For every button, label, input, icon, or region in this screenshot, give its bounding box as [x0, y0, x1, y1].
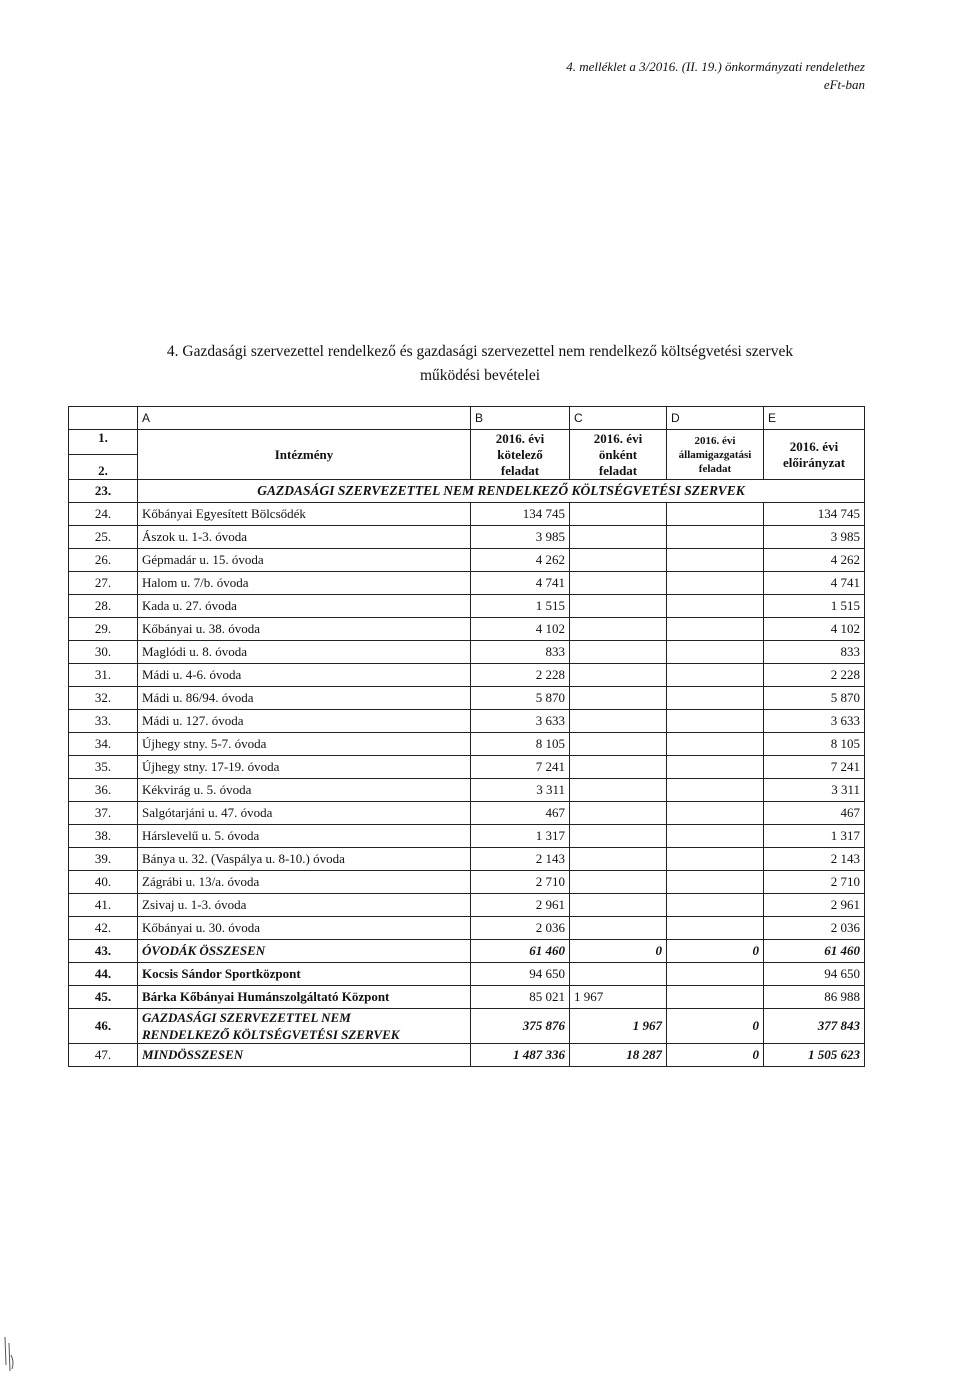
table-row — [69, 503, 865, 526]
value-b: 467 — [471, 802, 570, 825]
row-name: ÓVODÁK ÖSSZESEN — [138, 940, 471, 963]
row-num: 34. — [69, 733, 138, 756]
value-e: 3 311 — [764, 779, 865, 802]
value-e: 4 102 — [764, 618, 865, 641]
value-b: 94 650 — [471, 963, 570, 986]
value-b: 1 317 — [471, 825, 570, 848]
row-name: Kőbányai u. 38. óvoda — [138, 618, 471, 641]
value-c — [570, 595, 667, 618]
header-col-d — [667, 430, 764, 480]
table-row — [69, 825, 865, 848]
table-row — [69, 779, 865, 802]
table-row — [69, 710, 865, 733]
annex-note — [566, 58, 865, 94]
column-letter-c: C — [570, 407, 667, 430]
value-e: 2 143 — [764, 848, 865, 871]
row-num: 36. — [69, 779, 138, 802]
row-num: 40. — [69, 871, 138, 894]
row-num: 33. — [69, 710, 138, 733]
column-letter-e: E — [764, 407, 865, 430]
value-b: 2 961 — [471, 894, 570, 917]
value-d — [667, 710, 764, 733]
table-row — [69, 687, 865, 710]
table-row — [69, 549, 865, 572]
value-c — [570, 664, 667, 687]
section-title: GAZDASÁGI SZERVEZETTEL NEM RENDELKEZŐ KÖLTSÉGVETÉSI SZERVEK — [138, 480, 865, 503]
table-row — [69, 871, 865, 894]
row-num: 27. — [69, 572, 138, 595]
header-col-e — [764, 430, 865, 480]
value-d — [667, 572, 764, 595]
row-name-line-1: GAZDASÁGI SZERVEZETTEL NEM — [142, 1010, 351, 1025]
value-b: 2 036 — [471, 917, 570, 940]
section-num: 23. — [69, 480, 138, 503]
row-name: Kékvirág u. 5. óvoda — [138, 779, 471, 802]
column-letter-d: D — [667, 407, 764, 430]
value-e: 3 985 — [764, 526, 865, 549]
table-row — [69, 756, 865, 779]
value-c — [570, 641, 667, 664]
row-name: Zágrábi u. 13/a. óvoda — [138, 871, 471, 894]
value-e: 5 870 — [764, 687, 865, 710]
value-d — [667, 733, 764, 756]
header-col-c — [570, 430, 667, 480]
total-row-section — [69, 1009, 865, 1044]
table-row — [69, 848, 865, 871]
value-e: 61 460 — [764, 940, 865, 963]
row-name: Maglódi u. 8. óvoda — [138, 641, 471, 664]
value-d — [667, 618, 764, 641]
value-d — [667, 549, 764, 572]
value-b: 134 745 — [471, 503, 570, 526]
row-name: Gépmadár u. 15. óvoda — [138, 549, 471, 572]
row-num: 32. — [69, 687, 138, 710]
table-row — [69, 572, 865, 595]
value-b: 3 633 — [471, 710, 570, 733]
value-c — [570, 848, 667, 871]
value-e: 86 988 — [764, 986, 865, 1009]
currency-unit: eFt-ban — [823, 77, 865, 92]
row-name-line-2: RENDELKEZŐ KÖLTSÉGVETÉSI SZERVEK — [142, 1027, 400, 1042]
value-b: 2 143 — [471, 848, 570, 871]
value-d — [667, 986, 764, 1009]
header-c-type: önként — [598, 446, 638, 462]
value-d — [667, 526, 764, 549]
title-line-1: 4. Gazdasági szervezettel rendelkező és gazdasági szervezettel nem rendelkező költségvetési szervek — [166, 343, 794, 360]
row-name: Kocsis Sándor Sportközpont — [138, 963, 471, 986]
value-b: 7 241 — [471, 756, 570, 779]
header-d-feladat: feladat — [698, 462, 732, 475]
value-d — [667, 802, 764, 825]
value-e: 2 961 — [764, 894, 865, 917]
value-b: 3 311 — [471, 779, 570, 802]
value-d — [667, 848, 764, 871]
value-c — [570, 917, 667, 940]
row-name: Bánya u. 32. (Vaspálya u. 8-10.) óvoda — [138, 848, 471, 871]
value-e: 8 105 — [764, 733, 865, 756]
table-row — [69, 894, 865, 917]
row-num: 42. — [69, 917, 138, 940]
row-name: Kőbányai u. 30. óvoda — [138, 917, 471, 940]
row-name: Újhegy stny. 17-19. óvoda — [138, 756, 471, 779]
row-num: 43. — [69, 940, 138, 963]
row-name: Hárslevelű u. 5. óvoda — [138, 825, 471, 848]
value-e: 2 710 — [764, 871, 865, 894]
row-num: 46. — [69, 1009, 138, 1044]
value-c: 0 — [570, 940, 667, 963]
value-c — [570, 802, 667, 825]
value-b: 833 — [471, 641, 570, 664]
row-num: 47. — [69, 1044, 138, 1067]
row-num: 41. — [69, 894, 138, 917]
table-row — [69, 595, 865, 618]
value-d — [667, 871, 764, 894]
value-b: 5 870 — [471, 687, 570, 710]
value-d — [667, 595, 764, 618]
header-c-year: 2016. évi — [593, 430, 643, 446]
total-row-ovodak — [69, 940, 865, 963]
row-name — [138, 1009, 471, 1044]
header-col-b — [471, 430, 570, 480]
row-barka — [69, 986, 865, 1009]
column-letter-b: B — [471, 407, 570, 430]
header-b-feladat: feladat — [500, 462, 540, 478]
value-c — [570, 618, 667, 641]
header-row — [69, 430, 865, 480]
value-e: 467 — [764, 802, 865, 825]
table-row — [69, 917, 865, 940]
row-name: Újhegy stny. 5-7. óvoda — [138, 733, 471, 756]
header-intezmeny: Intézmény — [138, 430, 471, 480]
row-num: 38. — [69, 825, 138, 848]
value-c — [570, 779, 667, 802]
header-b-type: kötelező — [497, 446, 543, 462]
value-d: 0 — [667, 940, 764, 963]
value-b: 85 021 — [471, 986, 570, 1009]
row-name: Mádi u. 127. óvoda — [138, 710, 471, 733]
value-e: 134 745 — [764, 503, 865, 526]
value-d — [667, 917, 764, 940]
value-e: 7 241 — [764, 756, 865, 779]
header-row-2: 2. — [69, 454, 137, 479]
grand-total-row — [69, 1044, 865, 1067]
value-d — [667, 963, 764, 986]
value-c — [570, 503, 667, 526]
value-e: 94 650 — [764, 963, 865, 986]
value-e: 2 228 — [764, 664, 865, 687]
value-e: 377 843 — [764, 1009, 865, 1044]
header-d-year: 2016. évi — [694, 434, 736, 447]
row-num: 25. — [69, 526, 138, 549]
row-num: 29. — [69, 618, 138, 641]
value-d — [667, 664, 764, 687]
header-row-numbers — [69, 430, 138, 480]
value-b: 4 262 — [471, 549, 570, 572]
table-row — [69, 664, 865, 687]
row-name: Kada u. 27. óvoda — [138, 595, 471, 618]
value-d — [667, 894, 764, 917]
row-name: Mádi u. 86/94. óvoda — [138, 687, 471, 710]
row-num: 28. — [69, 595, 138, 618]
value-d: 0 — [667, 1044, 764, 1067]
value-c — [570, 526, 667, 549]
row-num: 45. — [69, 986, 138, 1009]
value-b: 61 460 — [471, 940, 570, 963]
budget-table — [68, 406, 865, 1067]
value-e: 1 317 — [764, 825, 865, 848]
value-d — [667, 756, 764, 779]
value-e: 4 741 — [764, 572, 865, 595]
row-name: Mádi u. 4-6. óvoda — [138, 664, 471, 687]
header-d-type: államigazgatási — [678, 448, 752, 461]
value-e: 3 633 — [764, 710, 865, 733]
value-b: 4 102 — [471, 618, 570, 641]
section-row — [69, 480, 865, 503]
value-d — [667, 779, 764, 802]
document-title — [0, 340, 960, 388]
table-row — [69, 526, 865, 549]
institution-rows — [69, 503, 865, 940]
value-c — [570, 710, 667, 733]
header-e-year: 2016. évi — [789, 438, 839, 454]
row-name: Ászok u. 1-3. óvoda — [138, 526, 471, 549]
value-d — [667, 641, 764, 664]
column-letter-row — [69, 407, 865, 430]
row-name: Salgótarjáni u. 47. óvoda — [138, 802, 471, 825]
header-c-feladat: feladat — [598, 462, 638, 478]
value-d: 0 — [667, 1009, 764, 1044]
value-d — [667, 687, 764, 710]
value-e: 2 036 — [764, 917, 865, 940]
value-c — [570, 733, 667, 756]
value-b: 2 710 — [471, 871, 570, 894]
value-c — [570, 871, 667, 894]
value-c — [570, 963, 667, 986]
title-line-2: működési bevételei — [419, 367, 541, 384]
value-e: 833 — [764, 641, 865, 664]
row-sportkozpont — [69, 963, 865, 986]
row-name: Bárka Kőbányai Humánszolgáltató Központ — [138, 986, 471, 1009]
annex-reference: 4. melléklet a 3/2016. (II. 19.) önkormányzati rendelethez — [566, 59, 865, 74]
row-num: 37. — [69, 802, 138, 825]
value-c: 1 967 — [570, 986, 667, 1009]
table-row — [69, 733, 865, 756]
value-c — [570, 756, 667, 779]
table-row — [69, 618, 865, 641]
column-letter-a: A — [138, 407, 471, 430]
row-num: 39. — [69, 848, 138, 871]
header-e-type: előirányzat — [782, 454, 846, 470]
value-c: 1 967 — [570, 1009, 667, 1044]
corner-cell — [69, 407, 138, 430]
table-row — [69, 641, 865, 664]
value-c: 18 287 — [570, 1044, 667, 1067]
value-b: 1 515 — [471, 595, 570, 618]
value-e: 1 515 — [764, 595, 865, 618]
row-name: Halom u. 7/b. óvoda — [138, 572, 471, 595]
value-b: 4 741 — [471, 572, 570, 595]
value-b: 3 985 — [471, 526, 570, 549]
value-b: 8 105 — [471, 733, 570, 756]
value-b: 2 228 — [471, 664, 570, 687]
value-b: 1 487 336 — [471, 1044, 570, 1067]
value-e: 4 262 — [764, 549, 865, 572]
row-name: Kőbányai Egyesített Bölcsődék — [138, 503, 471, 526]
row-num: 44. — [69, 963, 138, 986]
value-c — [570, 825, 667, 848]
margin-scribble — [2, 1335, 16, 1375]
value-d — [667, 825, 764, 848]
value-c — [570, 549, 667, 572]
row-num: 31. — [69, 664, 138, 687]
header-row-1: 1. — [98, 430, 108, 445]
row-num: 35. — [69, 756, 138, 779]
value-c — [570, 894, 667, 917]
table-row — [69, 802, 865, 825]
value-e: 1 505 623 — [764, 1044, 865, 1067]
row-num: 30. — [69, 641, 138, 664]
header-b-year: 2016. évi — [495, 430, 545, 446]
row-name: Zsivaj u. 1-3. óvoda — [138, 894, 471, 917]
row-name: MINDÖSSZESEN — [138, 1044, 471, 1067]
row-num: 26. — [69, 549, 138, 572]
value-d — [667, 503, 764, 526]
value-c — [570, 687, 667, 710]
value-b: 375 876 — [471, 1009, 570, 1044]
value-c — [570, 572, 667, 595]
row-num: 24. — [69, 503, 138, 526]
